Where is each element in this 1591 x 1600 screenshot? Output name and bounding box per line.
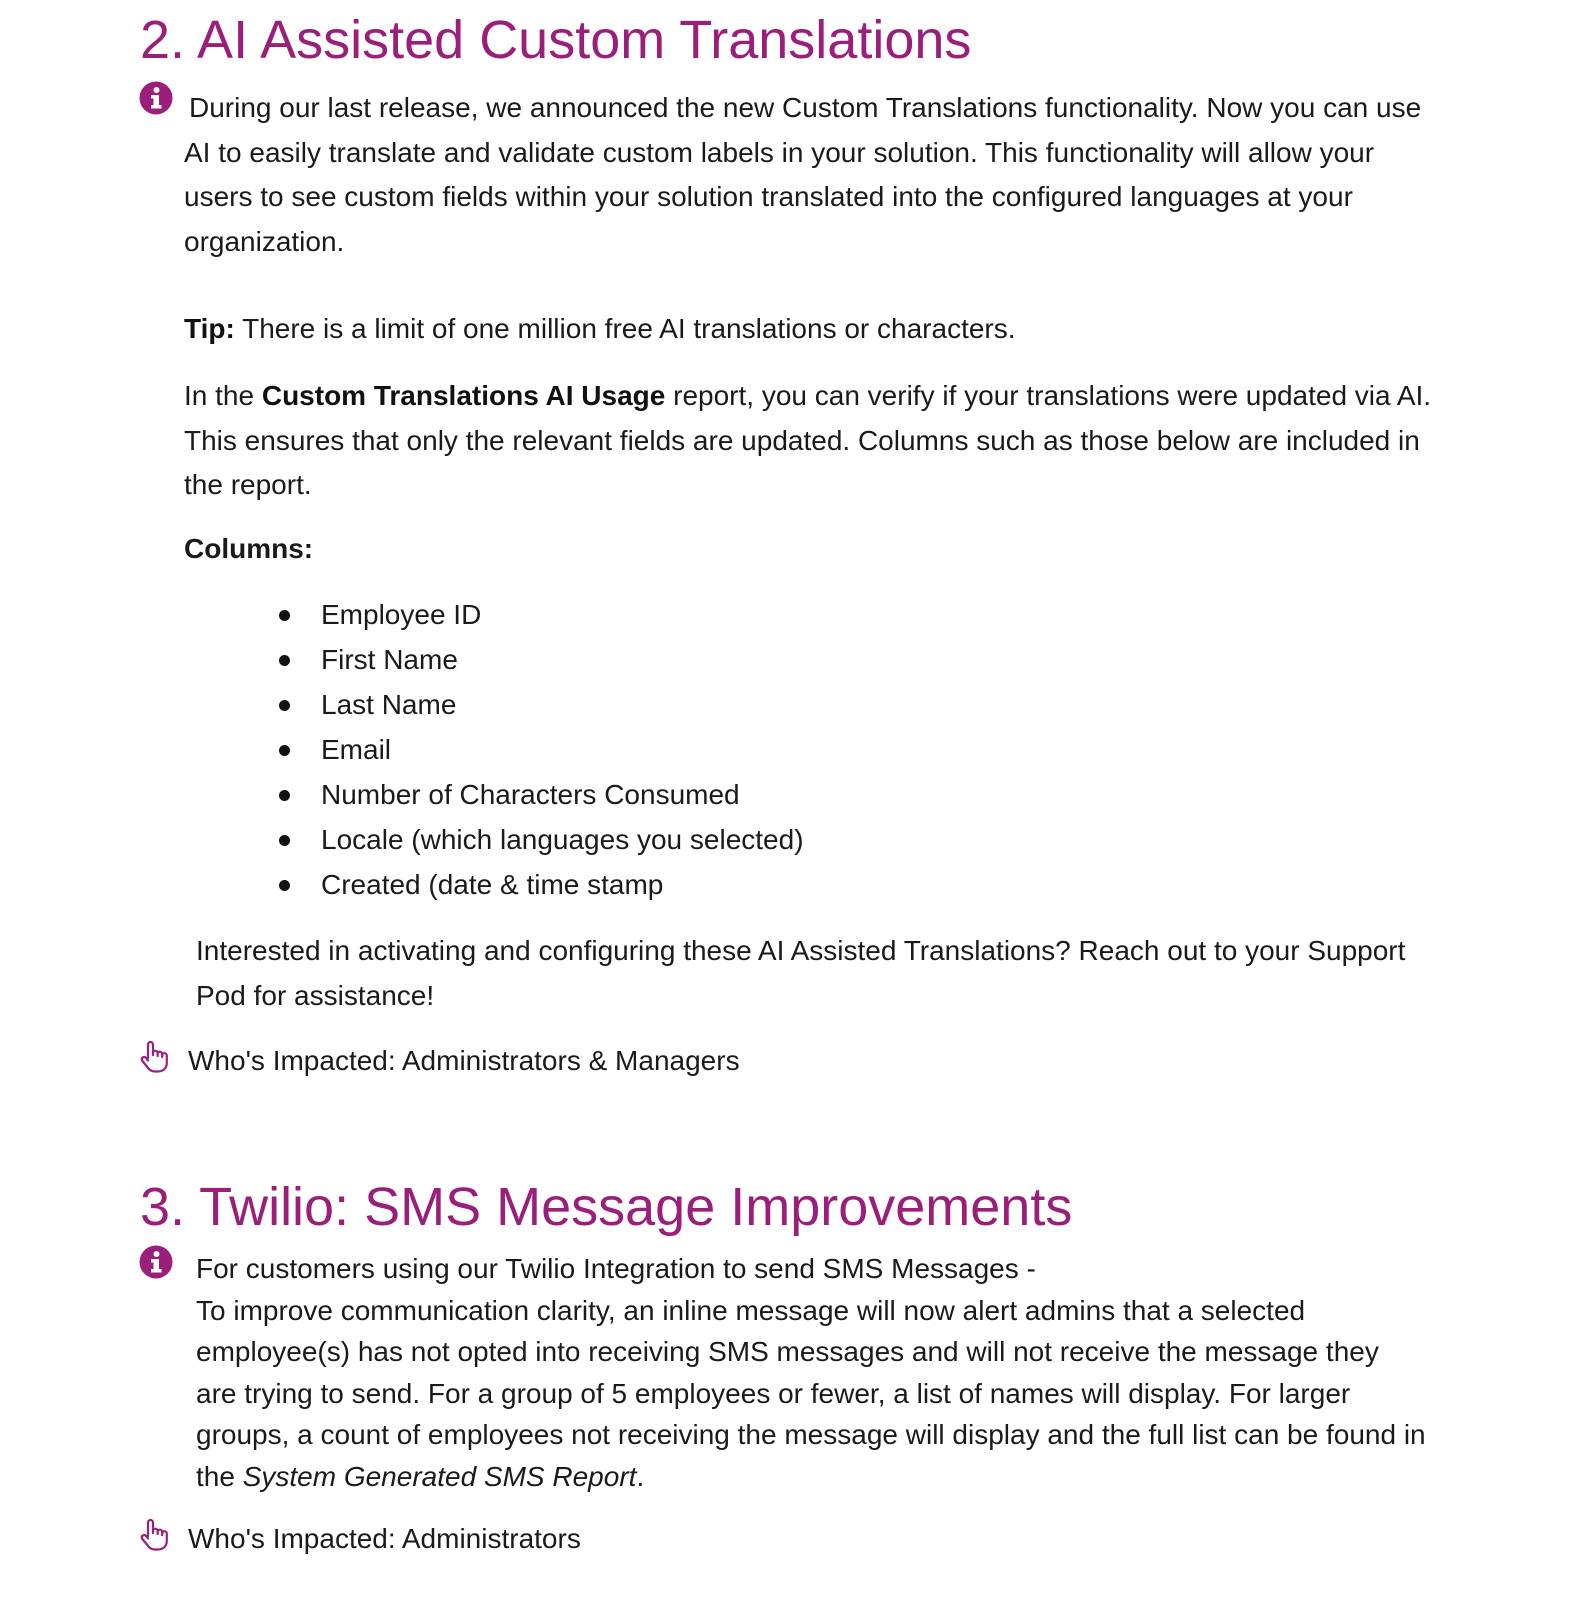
section-2-intro-rest: use AI to easily translate and validate custom labels in your solution. This functionality will allow your users to see custom fields within your solution translated into the configured languages at your organization. xyxy=(184,92,1422,257)
report-name: Custom Translations AI Usage xyxy=(261,380,666,411)
report-paragraph xyxy=(184,374,1444,508)
hand-pointer-icon xyxy=(139,1518,169,1552)
tip-text: There is a limit of one million free AI translations or characters. xyxy=(234,313,1016,344)
section-3-end: . xyxy=(636,1460,645,1492)
report-suffix: report, you can verify if your translations were updated via AI. This ensures that only the relevant fields are updated. Columns such as those below are included in the report. xyxy=(184,380,1432,500)
list-item: First Name xyxy=(270,639,804,684)
list-item: Locale (which languages you selected) xyxy=(270,819,804,864)
section-3-impacted: Who's Impacted: Administrators xyxy=(188,1523,581,1554)
section-2-intro-line1: During our last release, we announced the new Custom Translations functionality. Now you can xyxy=(189,92,1369,123)
list-item: Email xyxy=(270,729,804,774)
columns-list xyxy=(270,594,804,909)
section-2-impacted: Who's Impacted: Administrators & Managers xyxy=(188,1045,740,1076)
report-prefix: In the xyxy=(184,380,262,411)
list-item: Last Name xyxy=(270,684,804,729)
section-2-intro xyxy=(184,86,1444,264)
sms-report-name: System Generated SMS Report xyxy=(242,1460,637,1492)
tip-paragraph xyxy=(184,307,1444,351)
section-3-body xyxy=(196,1248,1426,1497)
section-3-text: To improve communication clarity, an inline message will now alert admins that a selected employee(s) has not opted into receiving SMS messages and will not receive the message they are trying to send. For a group of 5 employees or fewer, a list of names will display. For larger groups, a count of employees not receiving the message will display and the full list can be found in the xyxy=(196,1294,1426,1492)
section-2-heading: 2. AI Assisted Custom Translations xyxy=(140,10,972,70)
section-3-heading: 3. Twilio: SMS Message Improvements xyxy=(140,1177,1073,1237)
list-item: Employee ID xyxy=(270,594,804,639)
list-item: Number of Characters Consumed xyxy=(270,774,804,819)
section-3-line1: For customers using our Twilio Integration to send SMS Messages - xyxy=(196,1253,1036,1284)
columns-label: Columns: xyxy=(184,533,314,564)
tip-label: Tip: xyxy=(184,313,235,344)
info-icon xyxy=(139,1245,173,1279)
list-item: Created (date & time stamp xyxy=(270,864,804,909)
info-icon xyxy=(139,81,173,115)
interest-paragraph: Interested in activating and configuring these AI Assisted Translations? Reach out to your Support Pod for assistance! xyxy=(196,935,1406,1011)
hand-pointer-icon xyxy=(139,1040,169,1074)
